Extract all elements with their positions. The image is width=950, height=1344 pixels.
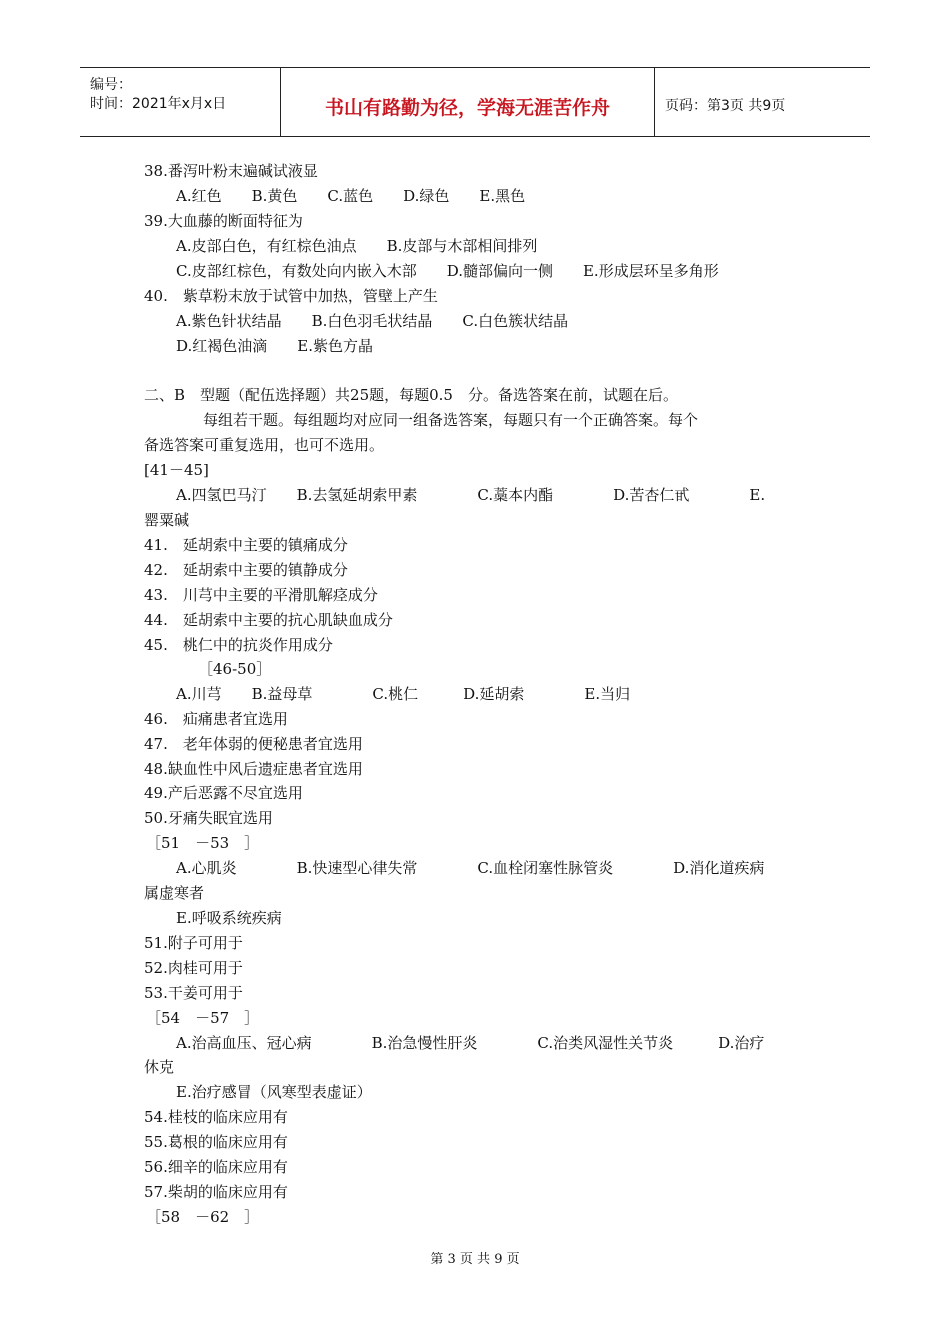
- option-line: C.皮部红棕色，有数处向内嵌入木部 D.髓部偏向一侧 E.形成层环呈多角形: [176, 262, 719, 280]
- option-line: A.皮部白色，有红棕色油点 B.皮部与木部相间排列: [176, 237, 538, 255]
- question-line: 48.缺血性中风后遗症患者宜选用: [144, 760, 363, 778]
- group-label: ［54 －57 ］: [146, 1009, 260, 1027]
- question-line: 49.产后恶露不尽宜选用: [144, 784, 303, 802]
- header-motto: 书山有路勤为径，学海无涯苦作舟: [324, 97, 610, 119]
- option-line: 休克: [144, 1058, 175, 1076]
- option-line: A.心肌炎 B.快速型心律失常 C.血栓闭塞性脉管炎 D.消化道疾病: [176, 859, 765, 877]
- question-line: 53.干姜可用于: [144, 984, 243, 1002]
- question-line: 57.柴胡的临床应用有: [144, 1183, 288, 1201]
- group-label: ［58 －62 ］: [146, 1208, 260, 1226]
- section-heading: 二、B 型题（配伍选择题）共25题，每题0.5 分。备选答案在前，试题在后。: [144, 386, 678, 404]
- group-label: [41－45]: [144, 461, 209, 479]
- question-line: 39.大血藤的断面特征为: [144, 212, 303, 230]
- option-line: 罂粟碱: [144, 511, 190, 529]
- question-line: 51.附子可用于: [144, 934, 243, 952]
- question-line: 46. 疝痛患者宜选用: [144, 710, 288, 728]
- question-line: 56.细辛的临床应用有: [144, 1158, 288, 1176]
- option-line: A.紫色针状结晶 B.白色羽毛状结晶 C.白色簇状结晶: [176, 312, 569, 330]
- question-line: 43. 川芎中主要的平滑肌解痉成分: [144, 586, 378, 604]
- header-page-number: 页码：第3页 共9页: [665, 98, 786, 114]
- question-line: 41. 延胡索中主要的镇痛成分: [144, 536, 348, 554]
- option-line: E.治疗感冒（风寒型表虚证）: [176, 1083, 372, 1101]
- header-motto-cell: [281, 68, 655, 136]
- question-line: 45. 桃仁中的抗炎作用成分: [144, 636, 333, 654]
- header-page-cell: [655, 68, 870, 136]
- document-number-label: 编号：: [90, 77, 132, 93]
- option-line: E.呼吸系统疾病: [176, 909, 282, 927]
- instruction-line: 备选答案可重复选用，也可不选用。: [144, 436, 385, 454]
- question-line: 38.番泻叶粉末遍碱试液显: [144, 162, 318, 180]
- question-line: 55.葛根的临床应用有: [144, 1133, 288, 1151]
- option-line: 属虚寒者: [144, 884, 205, 902]
- question-line: 42. 延胡索中主要的镇静成分: [144, 561, 348, 579]
- question-line: 54.桂枝的临床应用有: [144, 1108, 288, 1126]
- header-meta-cell: [80, 68, 281, 136]
- option-line: A.川芎 B.益母草 C.桃仁 D.延胡索 E.当归: [176, 685, 631, 703]
- option-line: A.红色 B.黄色 C.蓝色 D.绿色 E.黑色: [176, 187, 526, 205]
- option-line: A.治高血压、冠心病 B.治急慢性肝炎 C.治类风湿性关节炎 D.治疗: [176, 1034, 765, 1052]
- question-line: 50.牙痛失眠宜选用: [144, 809, 273, 827]
- question-line: 52.肉桂可用于: [144, 959, 243, 977]
- group-label: ［51 －53 ］: [146, 834, 260, 852]
- page-footer: 第 3 页 共 9 页: [430, 1252, 520, 1267]
- page-header: [80, 67, 870, 137]
- group-label: ［46-50］: [198, 660, 272, 678]
- question-line: 44. 延胡索中主要的抗心肌缺血成分: [144, 611, 393, 629]
- question-line: 47. 老年体弱的便秘患者宜选用: [144, 735, 363, 753]
- question-line: 40. 紫草粉末放于试管中加热，管壁上产生: [144, 287, 438, 305]
- instruction-line: 每组若干题。每组题均对应同一组备选答案，每题只有一个正确答案。每个: [203, 411, 699, 429]
- option-line: A.四氢巴马汀 B.去氢延胡索甲素 C.藁本内酯 D.苦杏仁甙 E.: [176, 486, 766, 504]
- document-date-label: 时间：2021年x月x日: [90, 96, 227, 112]
- option-line: D.红褐色油滴 E.紫色方晶: [176, 337, 373, 355]
